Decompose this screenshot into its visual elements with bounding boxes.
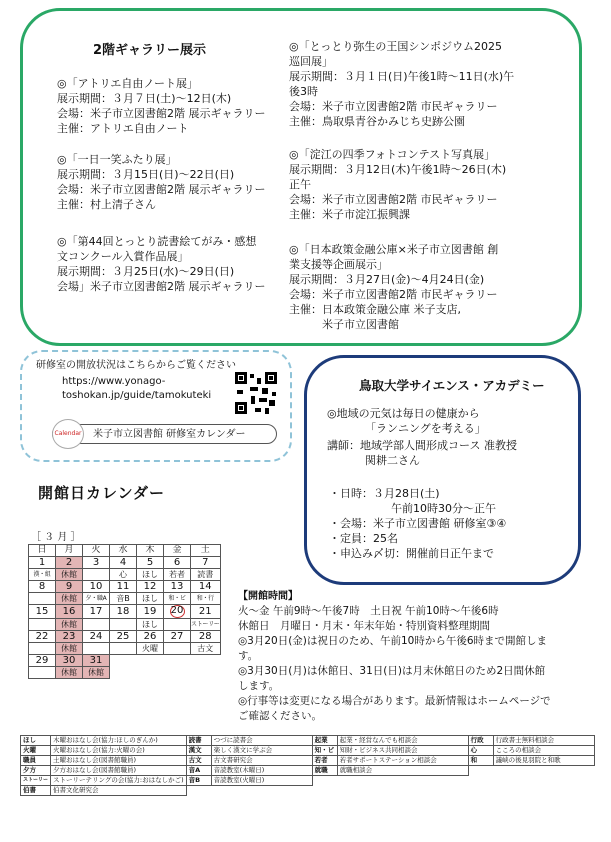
exhibit-item xyxy=(57,152,266,212)
weekday-row xyxy=(29,545,221,557)
legend-key: 読書 xyxy=(186,736,211,746)
calendar-empty xyxy=(137,655,164,667)
calendar-event xyxy=(83,619,110,631)
legend-value: 音読教室(火曜日) xyxy=(211,776,312,786)
calendar-day: 28 xyxy=(191,631,221,643)
academy-title: 鳥取大学サイエンス・アカデミー xyxy=(359,378,545,393)
exhibit-line: ◎「第44回とっとり読書絵てがみ・感想 xyxy=(57,235,257,248)
calendar-event: 和・ビ xyxy=(164,593,191,605)
legend-empty xyxy=(337,776,468,786)
legend-value: 楽しく漢文に学ぶ会 xyxy=(211,746,312,756)
legend-key: ストーリー xyxy=(21,776,51,786)
calendar-date-row xyxy=(29,631,221,643)
exhibit-line: 巡回展」 xyxy=(289,55,333,68)
legend-value: 木曜おはなし会(協力:ほしのぎんか) xyxy=(51,736,187,746)
calendar-day: 4 xyxy=(110,557,137,569)
exhibit-line: 正午 xyxy=(289,178,311,191)
calendar-day: 9 xyxy=(56,581,83,593)
research-url[interactable]: toshokan.jp/guide/tamokuteki xyxy=(62,390,212,401)
legend-empty xyxy=(468,766,493,776)
calendar-day: 13 xyxy=(164,581,191,593)
exhibit-line: ◎「日本政策金融公庫×米子市立図書館 創 xyxy=(289,243,499,256)
calendar-day: 21 xyxy=(191,605,221,619)
calendar-event: 休館 xyxy=(56,619,83,631)
legend-key: 音B xyxy=(186,776,211,786)
legend-value: 起業・経営なんでも相談会 xyxy=(337,736,468,746)
legend-value: つづに読書会 xyxy=(211,736,312,746)
exhibit-line: 米子市立図書館 xyxy=(289,318,399,331)
calendar-event xyxy=(29,667,56,679)
academy-topic-subtitle: 「ランニングを考える」 xyxy=(365,422,486,435)
calendar-day: 31 xyxy=(83,655,110,667)
legend-key: ほし xyxy=(21,736,51,746)
calendar-event xyxy=(29,593,56,605)
calendar-day: 16 xyxy=(56,605,83,619)
academy-time: 午前10時30分～正午 xyxy=(391,502,496,515)
research-url[interactable]: https://www.yonago- xyxy=(62,376,166,387)
calendar-event: ほし xyxy=(137,619,164,631)
legend-value: こころの相談会 xyxy=(493,746,594,756)
legend-key: 火曜 xyxy=(21,746,51,756)
calendar-event: ストーリー xyxy=(191,619,221,631)
hours-note: します。 xyxy=(238,680,280,692)
calendar-event: 夕・職A xyxy=(83,593,110,605)
calendar-empty xyxy=(110,655,137,667)
exhibit-item xyxy=(57,76,266,136)
calendar-event-row xyxy=(29,643,221,655)
calendar-day: 29 xyxy=(29,655,56,667)
exhibit-line: 業支援等企画展示」 xyxy=(289,258,388,271)
weekday-thu: 木 xyxy=(137,545,164,557)
calendar-day: 7 xyxy=(191,557,221,569)
calendar-empty xyxy=(164,655,191,667)
legend-value: 行政書士無料相談会 xyxy=(493,736,594,746)
calendar-empty xyxy=(164,667,191,679)
calendar-day: 15 xyxy=(29,605,56,619)
exhibit-line: 会場：米子市立図書館2階 市民ギャラリー xyxy=(289,193,498,206)
calendar-day: 27 xyxy=(164,631,191,643)
calendar-empty xyxy=(191,655,221,667)
exhibit-item xyxy=(289,147,506,222)
legend-empty xyxy=(312,786,337,796)
calendar-day: 1 xyxy=(29,557,56,569)
academy-capacity: ・定員：25名 xyxy=(329,532,398,545)
legend-value: 火曜おはなし会(協力:火曜の会) xyxy=(51,746,187,756)
research-room-section xyxy=(20,350,292,462)
research-calendar-button[interactable] xyxy=(52,424,277,444)
academy-topic: ◎地域の元気は毎日の健康から xyxy=(327,407,480,420)
calendar-day: 30 xyxy=(56,655,83,667)
calendar-day: 24 xyxy=(83,631,110,643)
exhibit-item xyxy=(57,234,266,294)
legend-empty xyxy=(493,776,594,786)
calendar-event: ほし xyxy=(137,593,164,605)
legend-key: 伯書 xyxy=(21,786,51,796)
exhibit-line: 展示期間：３月１日(日)午後1時～11日(水)午 xyxy=(289,70,515,83)
calendar-event-row xyxy=(29,619,221,631)
calendar-event: 休館 xyxy=(56,643,83,655)
weekday-sat: 土 xyxy=(191,545,221,557)
legend-key: 心 xyxy=(468,746,493,756)
calendar-event xyxy=(29,643,56,655)
legend-empty xyxy=(493,766,594,776)
legend-empty xyxy=(337,786,468,796)
legend-key: 職員 xyxy=(21,756,51,766)
exhibit-line: 展示期間：３月25日(水)～29日(日) xyxy=(57,265,235,278)
calendar-empty xyxy=(137,667,164,679)
legend-value: 音読教室(木曜日) xyxy=(211,766,312,776)
calendar-event: 心 xyxy=(110,569,137,581)
calendar-event: 音B xyxy=(110,593,137,605)
hours-note: ◎3月20日(金)は祝日のため、午前10時から午後6時まで開館しま xyxy=(238,635,548,647)
calendar-day: 10 xyxy=(83,581,110,593)
calendar-date-row xyxy=(29,581,221,593)
calendar-event: 読書 xyxy=(191,569,221,581)
calendar-day: 12 xyxy=(137,581,164,593)
legend-row xyxy=(21,786,595,796)
exhibit-line: 展示期間：３月15日(日)～22日(日) xyxy=(57,168,235,181)
academy-lecturer-name: 関耕二さん xyxy=(365,454,420,467)
calendar-date-row xyxy=(29,557,221,569)
legend-key: 起業 xyxy=(312,736,337,746)
calendar-event: 火曜 xyxy=(137,643,164,655)
calendar-event-row xyxy=(29,667,221,679)
calendar-day: 3 xyxy=(83,557,110,569)
calendar-date-row xyxy=(29,605,221,619)
exhibit-line: 文コンクール入賞作品展」 xyxy=(57,250,189,263)
exhibit-line: 会場：米子市立図書館2階 展示ギャラリー xyxy=(57,183,266,196)
calendar-event-row xyxy=(29,593,221,605)
legend-value: ストーリーテリングの会(協力:おはなしかご) xyxy=(51,776,187,786)
legend-empty xyxy=(312,776,337,786)
calendar-event: 若者 xyxy=(164,569,191,581)
calendar-day: 2 xyxy=(56,557,83,569)
calendar-event: ほし xyxy=(137,569,164,581)
legend-key: 古文 xyxy=(186,756,211,766)
calendar-heading: 開館日カレンダー xyxy=(38,484,166,502)
calendar-day: 17 xyxy=(83,605,110,619)
hours-note: ご確認ください。 xyxy=(238,710,322,722)
event-legend xyxy=(20,735,595,796)
legend-row xyxy=(21,746,595,756)
calendar-day: 5 xyxy=(137,557,164,569)
calendar-day: 6 xyxy=(164,557,191,569)
calendar-day: 26 xyxy=(137,631,164,643)
hours-note: ◎行事等は変更になる場合があります。最新情報はホームページで xyxy=(238,695,551,707)
exhibit-line: 会場：米子市立図書館2階 市民ギャラリー xyxy=(289,100,498,113)
legend-value: 若者サポートステーション相談会 xyxy=(337,756,468,766)
gallery-section xyxy=(20,8,582,346)
legend-empty xyxy=(211,786,312,796)
weekday-fri: 金 xyxy=(164,545,191,557)
exhibit-line: ◎「一日一笑ふたり展」 xyxy=(57,153,177,166)
legend-key: 行政 xyxy=(468,736,493,746)
legend-empty xyxy=(468,776,493,786)
calendar-event: 休館 xyxy=(56,569,83,581)
legend-row xyxy=(21,766,595,776)
weekday-mon: 月 xyxy=(56,545,83,557)
exhibit-line: 主催：アトリエ自由ノート xyxy=(57,122,189,135)
legend-key: 音A xyxy=(186,766,211,776)
calendar-event: 和・行 xyxy=(191,593,221,605)
calendar-event: 休館 xyxy=(56,593,83,605)
legend-empty xyxy=(493,786,594,796)
calendar-day: 19 xyxy=(137,605,164,619)
legend-key: 和 xyxy=(468,756,493,766)
weekday-tue: 火 xyxy=(83,545,110,557)
legend-value: 伯書文化研究会 xyxy=(51,786,187,796)
gallery-title: 2階ギャラリー展示 xyxy=(93,43,207,58)
weekday-sun: 日 xyxy=(29,545,56,557)
calendar-event xyxy=(110,619,137,631)
calendar-date-row xyxy=(29,655,221,667)
calendar-event xyxy=(164,619,191,631)
calendar-month: ［ ３ 月 ］ xyxy=(31,532,81,543)
exhibit-line: 展示期間：３月12日(木)午後1時～26日(木) xyxy=(289,163,507,176)
exhibit-line: 会場：米子市立図書館2階 展示ギャラリー xyxy=(57,107,266,120)
legend-empty xyxy=(186,786,211,796)
calendar-event-row xyxy=(29,569,221,581)
exhibit-line: 主催：鳥取県青谷かみじち史跡公園 xyxy=(289,115,465,128)
exhibit-line: 主催：村上清子さん xyxy=(57,198,156,211)
calendar-event xyxy=(83,569,110,581)
calendar-day: 14 xyxy=(191,581,221,593)
calendar-logo-icon: Calendar xyxy=(52,419,84,449)
calendar-empty xyxy=(110,667,137,679)
legend-row xyxy=(21,776,595,786)
exhibit-line: ◎「とっとり弥生の王国シンポジウム2025 xyxy=(289,40,502,53)
exhibit-line: ◎「淀江の四季フォトコンテスト写真展」 xyxy=(289,148,496,161)
qr-code-icon[interactable] xyxy=(235,372,277,414)
hours-title: 【開館時間】 xyxy=(238,591,298,602)
opening-hours xyxy=(238,589,551,724)
calendar-day: 18 xyxy=(110,605,137,619)
calendar-event xyxy=(164,643,191,655)
exhibit-line: 主催：日本政策金融公庫 米子支店, xyxy=(289,303,461,316)
holiday-circle-icon: 20 xyxy=(170,605,184,616)
calendar-day: 25 xyxy=(110,631,137,643)
legend-value: 就職相談会 xyxy=(337,766,468,776)
legend-value: 夕方おはなし会(図書館職員) xyxy=(51,766,187,776)
calendar-day: 23 xyxy=(56,631,83,643)
calendar-day: 8 xyxy=(29,581,56,593)
calendar-event: 漢・組 xyxy=(29,569,56,581)
academy-deadline: ・申込み〆切：開催前日正午まで xyxy=(329,547,494,560)
exhibit-line: 主催：米子市淀江振興課 xyxy=(289,208,410,221)
science-academy-section xyxy=(304,355,581,585)
academy-date: ・日時：３月28日(土) xyxy=(329,487,440,500)
opening-calendar xyxy=(28,544,221,679)
legend-empty xyxy=(468,786,493,796)
academy-venue: ・会場：米子市立図書館 研修室③④ xyxy=(329,517,507,530)
legend-row xyxy=(21,756,595,766)
hours-line: 火～金 午前9時～午後7時 土日祝 午前10時～午後6時 xyxy=(238,605,499,617)
exhibit-line: 会場」米子市立図書館2階 展示ギャラリー xyxy=(57,280,266,293)
hours-note: ◎3月30日(月)は休館日、31日(日)は月末休館日のため2日間休館 xyxy=(238,665,546,677)
exhibit-line: 会場：米子市立図書館2階 市民ギャラリー xyxy=(289,288,498,301)
legend-value: 知財・ビジネス共同相談会 xyxy=(337,746,468,756)
calendar-empty xyxy=(191,667,221,679)
legend-value: 議峡の後見羽院と和歌 xyxy=(493,756,594,766)
exhibit-line: 展示期間：３月７日(土)～12日(木) xyxy=(57,92,232,105)
exhibit-line: 後3時 xyxy=(289,85,318,98)
calendar-event: 休館 xyxy=(56,667,83,679)
legend-key: 若者 xyxy=(312,756,337,766)
exhibit-line: ◎「アトリエ自由ノート展」 xyxy=(57,77,199,90)
calendar-event xyxy=(83,643,110,655)
legend-key: 夕方 xyxy=(21,766,51,776)
weekday-wed: 水 xyxy=(110,545,137,557)
calendar-event xyxy=(29,619,56,631)
calendar-day: 22 xyxy=(29,631,56,643)
legend-key: 漢文 xyxy=(186,746,211,756)
legend-key: 就職 xyxy=(312,766,337,776)
legend-value: 古文書研究会 xyxy=(211,756,312,766)
legend-key: 知・ビ xyxy=(312,746,337,756)
exhibit-item xyxy=(289,242,498,332)
exhibit-line: 展示期間：３月27日(金)～4月24日(金) xyxy=(289,273,485,286)
hours-closed-days: 休館日 月曜日・月末・年末年始・特別資料整理期間 xyxy=(238,620,490,632)
calendar-event: 古文 xyxy=(191,643,221,655)
exhibit-item xyxy=(289,39,514,129)
research-title: 研修室の開放状況はこちらからご覧ください xyxy=(36,360,236,371)
legend-value: 土曜おはなし会(図書館職員) xyxy=(51,756,187,766)
calendar-event xyxy=(110,643,137,655)
research-calendar-label: 米子市立図書館 研修室カレンダー xyxy=(93,429,246,440)
calendar-day-holiday xyxy=(164,605,191,619)
legend-row xyxy=(21,736,595,746)
academy-lecturer: 講師：地域学部人間形成コース 准教授 xyxy=(327,439,517,452)
calendar-event: 休館 xyxy=(83,667,110,679)
calendar-day: 11 xyxy=(110,581,137,593)
hours-note: す。 xyxy=(238,650,259,662)
